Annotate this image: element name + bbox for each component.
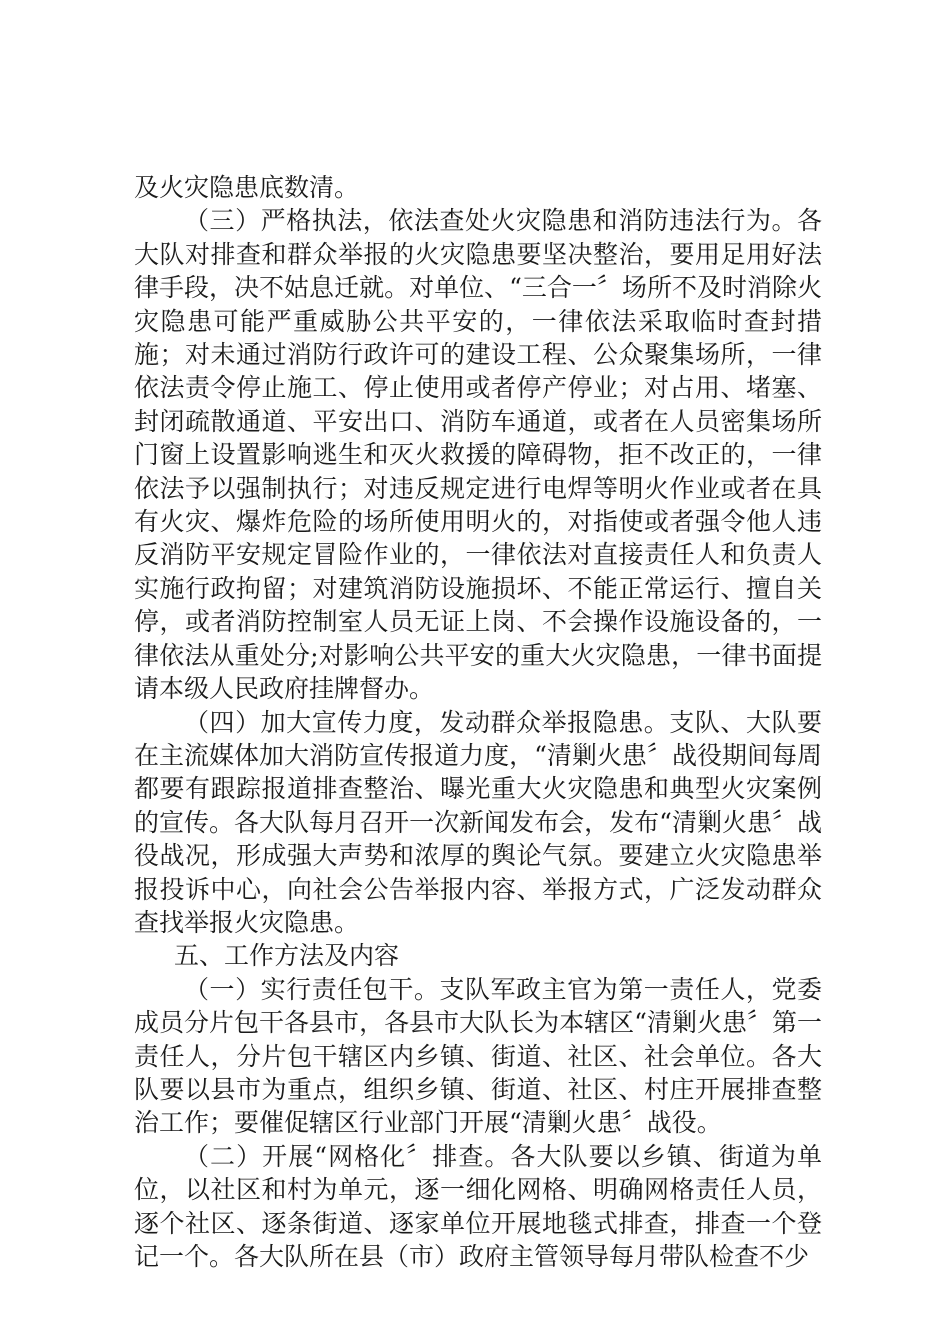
document-body	[134, 171, 822, 1273]
paragraph-responsibility: （一）实行责任包干。支队军政主官为第一责任人，党委成员分片包干各县市，各县市大队长为本辖区“清剿火患〞第一责任人，分片包干辖区内乡镇、街道、社区、社会单位。各大队要以县市为重点，组织乡镇、街道、社区、村庄开展排查整治工作；要催促辖区行业部门开展“清剿火患〞战役。	[134, 974, 822, 1138]
paragraph-strict-enforcement: （三）严格执法，依法查处火灾隐患和消防违法行为。各大队对排查和群众举报的火灾隐患要坚决整治，要用足用好法律手段，决不姑息迁就。对单位、“三合一〞场所不及时消除火灾隐患可能严重威胁公共平安的，一律依法采取临时查封措施；对未通过消防行政许可的建设工程、公众聚集场所，一律依法责令停止施工、停止使用或者停产停业；对占用、堵塞、封闭疏散通道、平安出口、消防车通道，或者在人员密集场所门窗上设置影响逃生和灭火救援的障碍物，拒不改正的，一律依法予以强制执行；对违反规定进行电焊等明火作业或者在具有火灾、爆炸危险的场所使用明火的，对指使或者强令他人违反消防平安规定冒险作业的，一律依法对直接责任人和负责人实施行政拘留；对建筑消防设施损坏、不能正常运行、擅自关停，或者消防控制室人员无证上岗、不会操作设施设备的，一律依法从重处分;对影响公共平安的重大火灾隐患，一律书面提请本级人民政府挂牌督办。	[134, 206, 822, 704]
section-heading-work-methods: 五、工作方法及内容	[174, 941, 400, 971]
paragraph-publicity: （四）加大宣传力度，发动群众举报隐患。支队、大队要在主流媒体加大消防宣传报道力度，“清剿火患〞战役期间每周都要有跟踪报道排查整治、曝光重大火灾隐患和典型火灾案例的宣传。各大队每月召开一次新闻发布会，发布“清剿火患〞战役战况，形成强大声势和浓厚的舆论气氛。要建立火灾隐患举报投诉中心，向社会公告举报内容、举报方式，广泛发动群众查找举报火灾隐患。	[134, 707, 822, 937]
paragraph-continuation: 及火灾隐患底数清。	[134, 173, 360, 202]
paragraph-grid-inspection: （二）开展“网格化〞排查。各大队要以乡镇、街道为单位，以社区和村为单元，逐一细化网格、明确网格责任人员，逐个社区、逐条街道、逐家单位开展地毯式排查，排查一个登记一个。各大队所在县（市）政府主管领导每月带队检查不少	[134, 1141, 822, 1271]
